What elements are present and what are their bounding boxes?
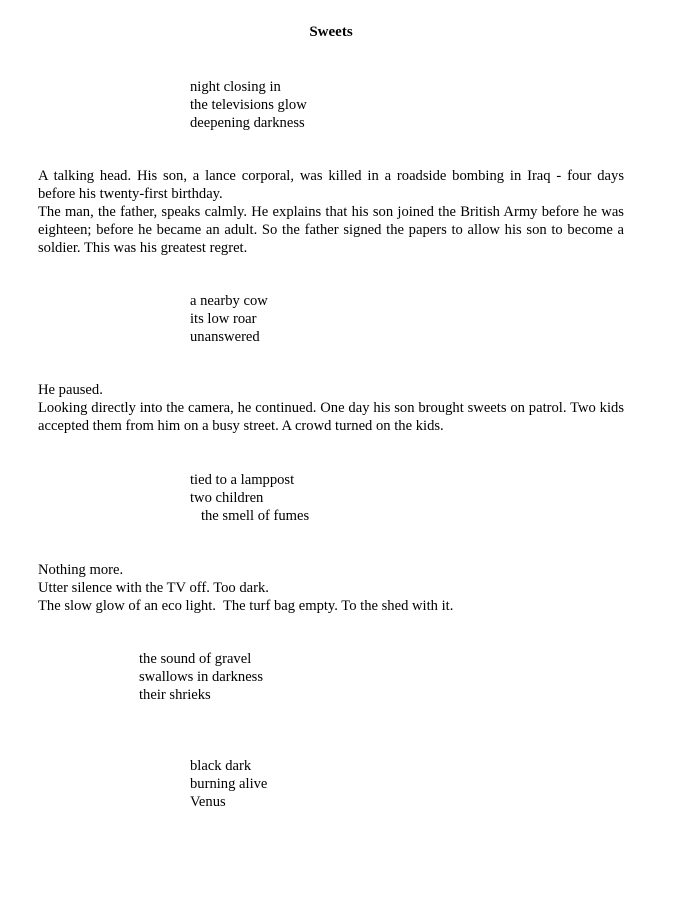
haiku-line: a nearby cow (190, 293, 268, 309)
poem-title: Sweets (309, 24, 353, 40)
prose-paragraph: A talking head. His son, a lance corporal, was killed in a roadside bombing in Iraq - four days before his twenty-first birthday. (38, 168, 624, 202)
haiku-line: unanswered (190, 329, 260, 345)
haiku-line: the sound of gravel (139, 651, 252, 667)
haiku-line: Venus (190, 794, 226, 810)
haiku-stanza-2 (190, 292, 268, 346)
haiku-line: burning alive (190, 776, 268, 792)
haiku-stanza-1 (190, 78, 307, 132)
haiku-stanza-4 (139, 650, 263, 704)
prose-paragraph: Utter silence with the TV off. Too dark. (38, 580, 269, 596)
prose-paragraph: He paused. (38, 382, 103, 398)
prose-section-3 (38, 561, 624, 615)
haiku-stanza-3 (190, 471, 309, 525)
haiku-line: the televisions glow (190, 97, 307, 113)
prose-paragraph: Looking directly into the camera, he continued. One day his son brought sweets on patrol. Two kids accepted them from him on a busy street. A crowd turned on the kids. (38, 400, 624, 434)
haiku-line: two children (190, 490, 264, 506)
haiku-line: deepening darkness (190, 115, 305, 131)
haiku-line: night closing in (190, 79, 281, 95)
haiku-line: its low roar (190, 311, 257, 327)
haiku-line: tied to a lamppost (190, 472, 295, 488)
prose-paragraph: The man, the father, speaks calmly. He explains that his son joined the British Army before he was eighteen; before he became an adult. So the father signed the papers to allow his son to become a soldier. This was his greatest regret. (38, 204, 624, 256)
prose-paragraph: The slow glow of an eco light. The turf bag empty. To the shed with it. (38, 598, 454, 614)
prose-paragraph: Nothing more. (38, 562, 124, 578)
haiku-line: the smell of fumes (190, 508, 310, 524)
prose-section-1 (38, 167, 624, 257)
prose-section-2 (38, 381, 624, 435)
haiku-stanza-5 (190, 757, 267, 811)
haiku-line: their shrieks (139, 687, 211, 703)
haiku-line: swallows in darkness (139, 669, 264, 685)
haiku-line: black dark (190, 758, 252, 774)
